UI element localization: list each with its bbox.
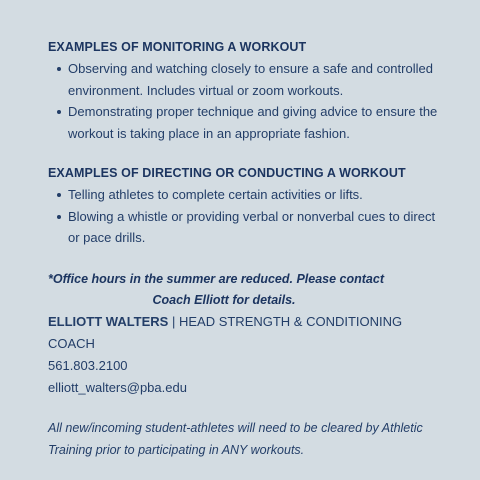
list-item-text: Observing and watching closely to ensure a safe and controlled environment. Includes virtual or zoom workouts.	[68, 61, 433, 98]
contact-email: elliott_walters@pba.edu	[48, 379, 187, 395]
list-item-text: Demonstrating proper technique and giving advice to ensure the workout is taking place in an appropriate fashion.	[68, 104, 438, 141]
list-item	[48, 58, 440, 101]
list-item	[48, 101, 440, 144]
clearance-note: All new/incoming student-athletes will need to be cleared by Athletic Training prior to participating in ANY workouts.	[48, 420, 423, 457]
list-item-text: Blowing a whistle or providing verbal or nonverbal cues to direct or pace drills.	[68, 208, 436, 245]
contact-name: ELLIOTT WALTERS	[48, 313, 169, 329]
office-hours-note-line2: Coach Elliott for details.	[152, 292, 296, 307]
list-item	[48, 184, 440, 206]
bullet-icon	[57, 67, 61, 71]
directing-list	[48, 184, 440, 249]
contact-separator: |	[168, 313, 179, 329]
monitoring-list	[48, 58, 440, 144]
bullet-icon	[57, 215, 61, 219]
list-item	[48, 206, 440, 249]
section-spacer	[48, 144, 440, 164]
contact-block	[48, 311, 440, 399]
bullet-icon	[57, 110, 61, 114]
bullet-icon	[57, 193, 61, 197]
monitoring-heading: EXAMPLES OF MONITORING A WORKOUT	[48, 40, 307, 54]
contact-phone: 561.803.2100	[48, 357, 128, 373]
contact-title: HEAD STRENGTH & CONDITIONING COACH	[48, 313, 403, 351]
directing-heading: EXAMPLES OF DIRECTING OR CONDUCTING A WORKOUT	[48, 166, 406, 180]
contact-name-line	[48, 311, 440, 355]
office-hours-note	[48, 269, 440, 311]
office-hours-note-line1: *Office hours in the summer are reduced. Please contact	[48, 271, 384, 286]
list-item-text: Telling athletes to complete certain activities or lifts.	[68, 187, 363, 202]
